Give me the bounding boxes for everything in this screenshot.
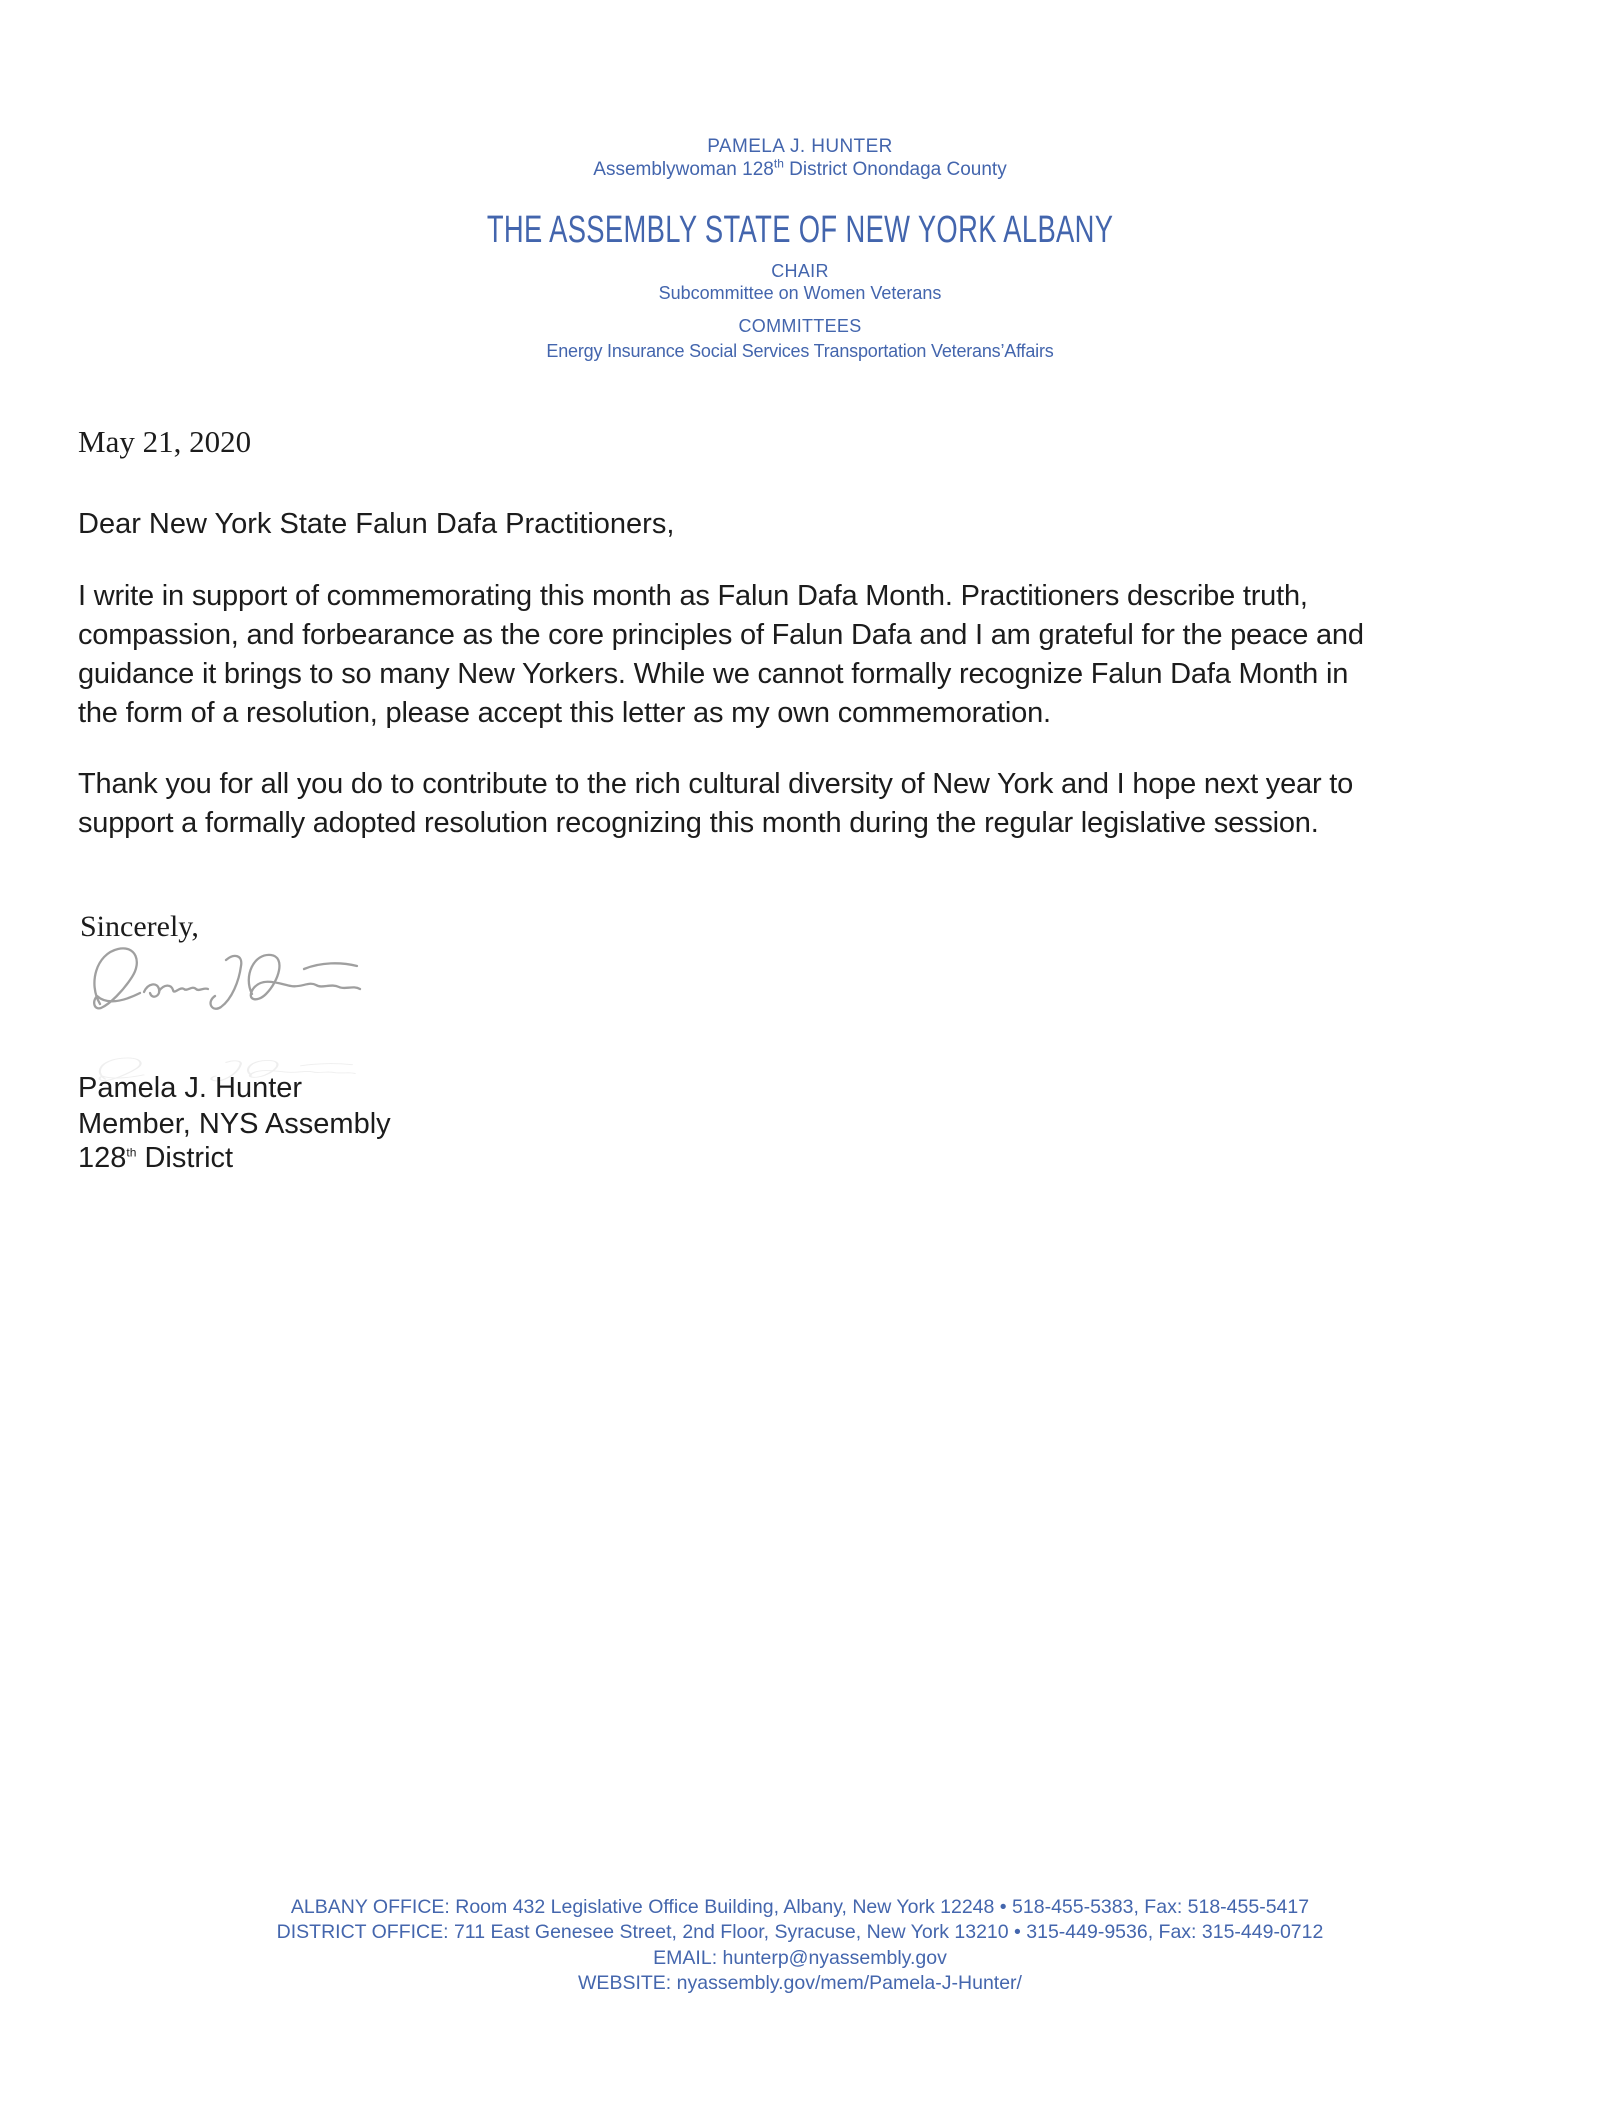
paragraph-2	[78, 765, 1353, 843]
valediction: Sincerely,	[80, 910, 199, 943]
footer-email: EMAIL: hunterp@nyassembly.gov	[653, 1946, 947, 1969]
body-line: I write in support of commemorating this month as Falun Dafa Month. Practitioners describe truth,	[78, 580, 1308, 612]
footer-district-office: DISTRICT OFFICE: 711 East Genesee Street, 2nd Floor, Syracuse, New York 13210 • 315-449-9536, Fax: 315-449-0712	[276, 1921, 1324, 1944]
body-line: Thank you for all you do to contribute to the rich cultural diversity of New York and I hope next year to	[78, 768, 1354, 800]
masthead-title	[0, 209, 1600, 252]
footer-albany-office: ALBANY OFFICE: Room 432 Legislative Office Building, Albany, New York 12248 • 518-455-5383, Fax: 518-455-5417	[290, 1896, 1310, 1918]
signer-title: Member, NYS Assembly	[78, 1108, 391, 1140]
paragraph-1	[78, 577, 1364, 733]
member-subtitle-prefix: Assemblywoman 128	[593, 159, 774, 180]
body-line: support a formally adopted resolution recognizing this month during the regular legislative session.	[78, 807, 1319, 839]
district-number: 128	[78, 1142, 127, 1174]
committees-label: COMMITTEES	[738, 316, 862, 336]
signer-district	[78, 1142, 233, 1175]
committees-detail: Energy Insurance Social Services Transportation Veterans’Affairs	[546, 341, 1054, 361]
body-line: guidance it brings to so many New Yorkers. While we cannot formally recognize Falun Dafa Month in	[78, 658, 1349, 690]
member-name: PAMELA J. HUNTER	[707, 136, 893, 157]
body-line: compassion, and forbearance as the core principles of Falun Dafa and I am grateful for the peace and	[78, 619, 1364, 651]
footer-contact-block	[0, 1895, 1600, 1997]
district-superscript: th	[126, 1145, 137, 1160]
signer-name: Pamela J. Hunter	[78, 1072, 303, 1104]
letter-date: May 21, 2020	[78, 424, 252, 459]
chair-detail: Subcommittee on Women Veterans	[658, 283, 942, 303]
member-subtitle-suffix: District Onondaga County	[783, 159, 1007, 180]
signature-image	[80, 938, 380, 1088]
member-subtitle	[0, 156, 1600, 181]
district-word: District	[136, 1142, 234, 1174]
signature-strokes	[94, 948, 360, 1008]
masthead-title-text: THE ASSEMBLY STATE OF NEW YORK ALBANY	[486, 209, 1114, 251]
chair-label: CHAIR	[771, 261, 829, 281]
footer-website: WEBSITE: nyassembly.gov/mem/Pamela-J-Hunter/	[578, 1972, 1022, 1995]
salutation: Dear New York State Falun Dafa Practitioners,	[78, 508, 675, 540]
body-line: the form of a resolution, please accept this letter as my own commemoration.	[78, 697, 1051, 729]
member-subtitle-superscript: th	[773, 156, 784, 171]
